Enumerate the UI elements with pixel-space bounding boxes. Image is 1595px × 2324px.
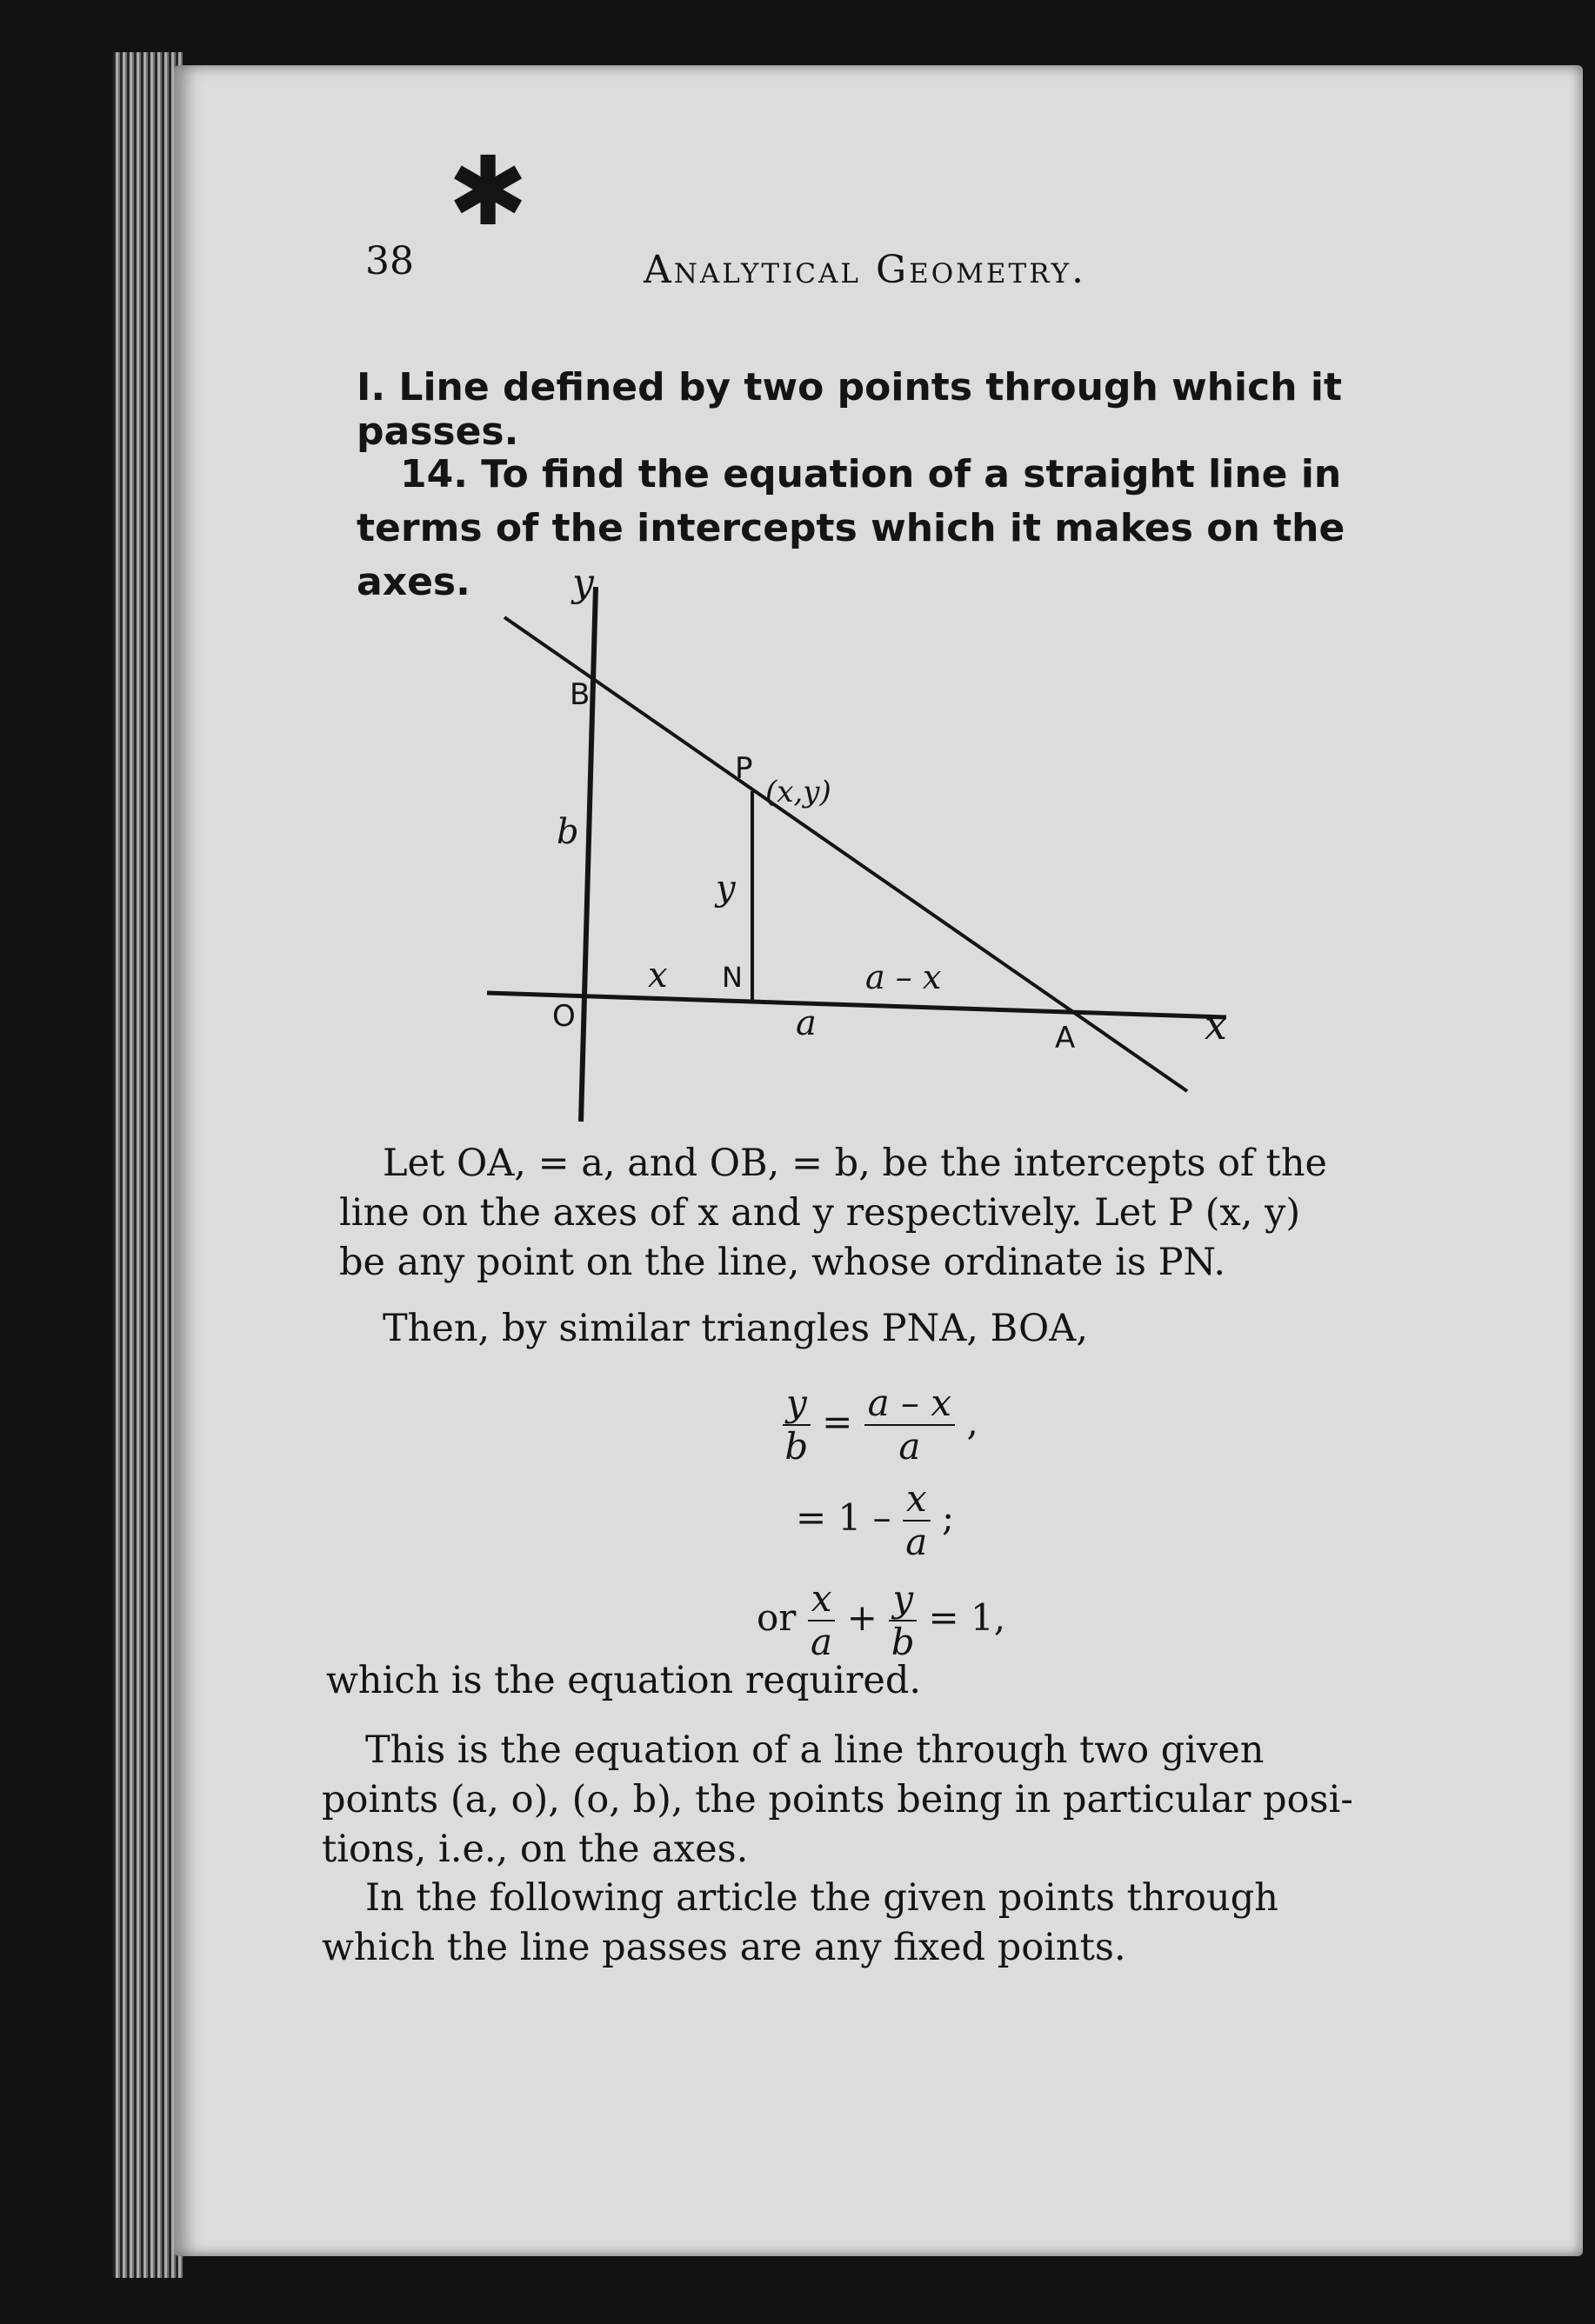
fraction-y-over-b-2 bbox=[889, 1578, 917, 1663]
equation-intercept-form bbox=[757, 1578, 1005, 1663]
paragraph-two-given-points bbox=[322, 1726, 1365, 1875]
p4-line-2: points (a, o), (o, b), the points being in particular posi- bbox=[322, 1778, 1353, 1821]
p1-line-2: line on the axes of x and y respectively. Let P (x, y) bbox=[339, 1191, 1301, 1235]
eq3-or: or bbox=[757, 1596, 797, 1639]
equation-ratio bbox=[783, 1382, 978, 1468]
x-axis-line bbox=[487, 993, 1226, 1017]
eq3-rhs: = 1, bbox=[928, 1596, 1006, 1639]
x-axis-label: x bbox=[1205, 1002, 1227, 1049]
eq1-rhs-denominator: a bbox=[898, 1425, 921, 1468]
eq1-lhs-denominator: b bbox=[784, 1425, 809, 1468]
point-a-label: A bbox=[1055, 1021, 1076, 1055]
eq1-equals: = bbox=[822, 1401, 853, 1443]
p4-line-1: This is the equation of a line through two given bbox=[365, 1728, 1265, 1772]
eq3-numerator-2: y bbox=[889, 1578, 917, 1621]
eq2-numerator: x bbox=[903, 1478, 931, 1522]
eq1-rhs-numerator: a – x bbox=[864, 1382, 955, 1426]
book-binding bbox=[113, 52, 183, 2278]
equation-one-minus bbox=[796, 1478, 954, 1563]
paragraph-intercepts bbox=[339, 1139, 1383, 1288]
point-b-label: B bbox=[570, 677, 591, 712]
y-axis-line bbox=[581, 587, 596, 1122]
y-axis-label: y bbox=[572, 561, 594, 605]
page-number: 38 bbox=[365, 239, 414, 283]
intercept-diagram bbox=[470, 556, 1252, 1130]
p4-line-3: tions, i.e., on the axes. bbox=[322, 1828, 749, 1871]
article-number: 14. bbox=[400, 452, 468, 496]
eq3-denominator-1: a bbox=[811, 1621, 833, 1663]
asterisk-mark: ✱ bbox=[448, 136, 529, 247]
point-n-label: N bbox=[722, 961, 743, 994]
ordinate-y-label: y bbox=[716, 869, 736, 909]
origin-o-label: O bbox=[552, 999, 576, 1034]
paragraph-similar-triangles: Then, by similar triangles PNA, BOA, bbox=[383, 1307, 1088, 1350]
b-segment-label: b bbox=[557, 812, 579, 852]
fraction-x-over-a bbox=[903, 1478, 931, 1563]
intercept-line bbox=[504, 617, 1187, 1091]
eq3-numerator-1: x bbox=[808, 1578, 836, 1621]
p5-line-1: In the following article the given points through bbox=[365, 1876, 1278, 1920]
a-minus-x-label: a – x bbox=[865, 958, 942, 996]
eq1-lhs-numerator: y bbox=[783, 1382, 811, 1426]
point-p-label: P bbox=[735, 751, 753, 786]
paragraph-equation-required: which is the equation required. bbox=[326, 1659, 922, 1702]
fraction-y-over-b bbox=[783, 1382, 811, 1468]
fraction-a-minus-x-over-a bbox=[864, 1382, 955, 1468]
point-p-coords: (x,y) bbox=[765, 775, 831, 809]
section-heading: I. Line defined by two points through which it passes. bbox=[357, 365, 1342, 454]
x-segment-label: x bbox=[648, 956, 668, 996]
p1-line-3: be any point on the line, whose ordinate is PN. bbox=[339, 1241, 1226, 1284]
paragraph-following-article bbox=[322, 1874, 1365, 1973]
p5-line-2: which the line passes are any fixed points. bbox=[322, 1926, 1126, 1969]
eq1-tail: , bbox=[966, 1401, 978, 1443]
a-segment-label: a bbox=[796, 1003, 817, 1043]
article-title-text: To find the equation of a straight line in terms of the intercepts which it makes on the axes. bbox=[357, 452, 1345, 604]
eq3-denominator-2: b bbox=[891, 1621, 915, 1663]
eq2-denominator: a bbox=[905, 1521, 928, 1563]
p1-line-1: Let OA, = a, and OB, = b, be the intercepts of the bbox=[383, 1142, 1327, 1185]
fraction-x-over-a-2 bbox=[808, 1578, 836, 1663]
eq2-prefix: = 1 – bbox=[796, 1496, 891, 1539]
eq3-plus: + bbox=[846, 1596, 878, 1639]
running-head: Analytical Geometry. bbox=[644, 248, 1087, 292]
eq2-tail: ; bbox=[942, 1496, 955, 1539]
